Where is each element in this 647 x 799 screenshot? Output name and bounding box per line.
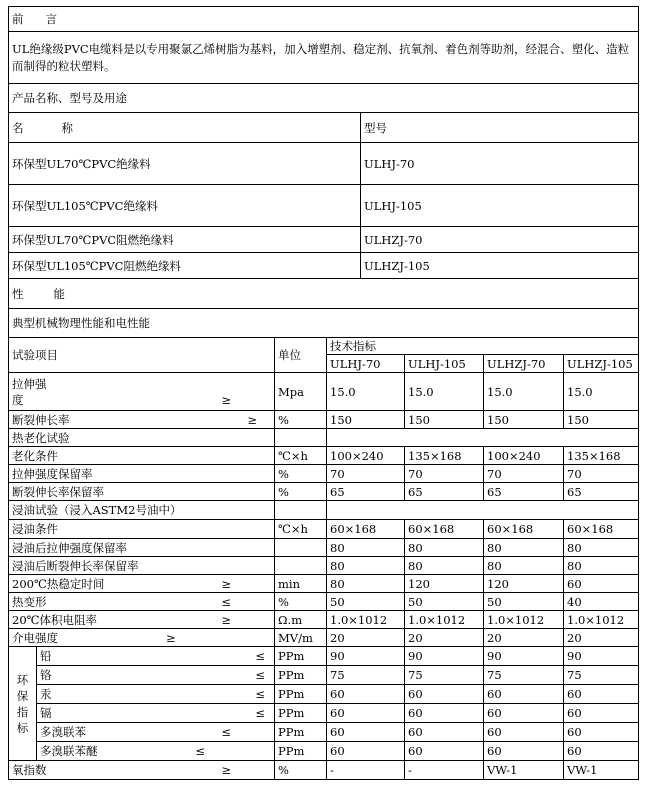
row-name-text: 多溴联苯 [40,725,86,739]
performance-table [8,337,639,780]
row-sym: ≤ [255,706,265,720]
env-label-char: 环 [16,672,29,687]
unit-cell: PPm [275,742,327,761]
value-cell: 60 [327,704,405,723]
tensile-row [9,373,639,411]
value-cell: 150 [484,411,564,429]
value-cell: 60 [327,742,405,761]
value-cell: 60 [405,685,484,704]
row-name [37,742,275,761]
value-cell: 15.0 [327,373,405,411]
value-cell: 90 [564,647,639,666]
value-cell: 80 [564,539,639,557]
oil-row [9,557,639,575]
row-name [37,685,275,704]
value-cell: 65 [405,483,484,501]
row-sym: ≤ [255,687,265,701]
preface-heading-row [9,7,639,32]
products-col-name-b: 称 [61,120,73,135]
header-item: 试验项目 [9,338,275,373]
value-cell: 60 [405,742,484,761]
unit-cell: PPm [275,685,327,704]
oil-row [9,539,639,557]
heat-aging-title-row [9,429,639,447]
elongation-name-text: 断裂伸长率 [12,412,70,427]
document-sheet [8,6,638,780]
row-name-text: 铅 [40,649,52,663]
product-name: 环保型UL105℃PVC绝缘料 [9,185,361,227]
value-cell: 80 [484,557,564,575]
value-cell: 90 [484,647,564,666]
value-cell: 15.0 [564,373,639,411]
env-row [9,742,639,761]
value-cell: VW-1 [484,761,564,780]
env-row [9,723,639,742]
tensile-name-a: 拉伸强 [12,376,47,391]
value-cell: 80 [327,557,405,575]
row-sym: ≤ [255,668,265,682]
value-cell: 20 [327,629,405,647]
value-cell: 80 [484,539,564,557]
value-cell: 40 [564,593,639,611]
value-cell: 65 [327,483,405,501]
value-cell: 70 [484,465,564,483]
unit-cell: Mpa [275,373,327,411]
value-cell: 60 [484,723,564,742]
value-cell: 60×168 [327,520,405,539]
preface-heading [9,7,639,32]
unit-cell: % [275,483,327,501]
value-cell: - [405,761,484,780]
header-unit: 单位 [275,338,327,373]
value-cell: VW-1 [564,761,639,780]
value-cell: 75 [484,666,564,685]
row-sym: ≤ [221,594,231,609]
value-cell: 75 [327,666,405,685]
value-cell: 60×168 [564,520,639,539]
heat-aging-row [9,447,639,465]
row-sym: ≥ [221,763,231,777]
row-sym: ≥ [166,630,176,645]
oil-row [9,520,639,539]
misc-row [9,611,639,629]
oil-title-row [9,501,639,520]
product-row [9,227,639,253]
value-cell: 1.0×1012 [327,611,405,629]
value-cell: 60 [484,704,564,723]
value-cell: 80 [327,539,405,557]
preface-text: UL绝缘级PVC电缆料是以专用聚氯乙烯树脂为基料，加入增塑剂、稳定剂、抗氧剂、着色剂等助剂，经混合、塑化、造粒而制得的粒状塑料。 [9,32,639,84]
value-cell: 1.0×1012 [484,611,564,629]
value-cell: 60 [564,704,639,723]
header-model: ULHJ-70 [327,355,405,373]
oxygen-row [9,761,639,780]
header-model: ULHJ-105 [405,355,484,373]
row-name: 断裂伸长率保留率 [9,483,275,501]
env-row [9,666,639,685]
value-cell: 80 [327,575,405,593]
row-name [9,611,275,629]
unit-cell: % [275,411,327,429]
perf-header-row-1 [9,338,639,355]
tensile-name [9,373,275,411]
value-cell: 90 [405,647,484,666]
value-cell: 150 [405,411,484,429]
row-name [37,704,275,723]
performance-subtitle: 典型机械物理性能和电性能 [9,309,639,338]
row-name-text: 汞 [40,687,52,701]
products-col-name [9,113,361,143]
value-cell: 80 [405,557,484,575]
value-cell: 20 [564,629,639,647]
product-row [9,253,639,279]
products-col-name-a: 名 [12,120,24,135]
empty-cell [327,429,639,447]
performance-subtitle-row [9,309,639,338]
performance-heading-row [9,279,639,309]
value-cell: 75 [405,666,484,685]
value-cell: 100×240 [484,447,564,465]
row-name-text: 热变形 [12,594,47,609]
tensile-sym: ≥ [221,392,231,407]
env-row [9,647,639,666]
misc-row [9,575,639,593]
value-cell: 80 [405,539,484,557]
row-sym: ≥ [221,612,231,627]
value-cell: 70 [327,465,405,483]
value-cell: 60 [564,685,639,704]
unit-cell: min [275,575,327,593]
row-name-text: 铬 [40,668,52,682]
header-model: ULHZJ-70 [484,355,564,373]
empty-cell [275,501,327,520]
value-cell: 90 [327,647,405,666]
value-cell: 120 [484,575,564,593]
elongation-name [9,411,275,429]
row-name [37,723,275,742]
unit-cell: PPm [275,666,327,685]
value-cell: 65 [484,483,564,501]
value-cell: 60×168 [484,520,564,539]
unit-cell: ℃×h [275,447,327,465]
unit-cell: % [275,761,327,780]
value-cell: 120 [405,575,484,593]
row-sym: ≤ [221,725,231,739]
product-name: 环保型UL105℃PVC阻燃绝缘料 [9,253,361,279]
row-sym: ≥ [221,576,231,591]
value-cell: 1.0×1012 [405,611,484,629]
products-header-row [9,113,639,143]
value-cell: 60 [484,742,564,761]
product-row [9,143,639,185]
unit-cell [275,557,327,575]
value-cell: 70 [405,465,484,483]
value-cell: 15.0 [484,373,564,411]
value-cell: 50 [484,593,564,611]
value-cell: 50 [405,593,484,611]
value-cell: 1.0×1012 [564,611,639,629]
oil-title: 浸油试验（浸入ASTM2号油中） [9,501,275,520]
value-cell: 60 [564,575,639,593]
value-cell: 20 [405,629,484,647]
products-section-row [9,84,639,113]
products-col-model: 型号 [361,113,639,143]
value-cell: 135×168 [405,447,484,465]
value-cell: 60 [405,723,484,742]
row-name [9,629,275,647]
unit-cell: PPm [275,704,327,723]
unit-cell: Ω.m [275,611,327,629]
product-row [9,185,639,227]
performance-heading-char-b: 能 [53,286,65,301]
header-spec: 技术指标 [327,338,639,355]
misc-row [9,593,639,611]
value-cell: 150 [564,411,639,429]
heat-aging-row [9,465,639,483]
row-name [9,593,275,611]
row-name [37,666,275,685]
unit-cell: % [275,593,327,611]
elongation-sym: ≥ [247,412,257,427]
value-cell: 50 [327,593,405,611]
env-label-char: 指 [16,704,29,719]
value-cell: - [327,761,405,780]
unit-cell: PPm [275,723,327,742]
row-sym: ≤ [255,649,265,663]
value-cell: 60 [564,742,639,761]
row-name [9,575,275,593]
row-name [37,647,275,666]
value-cell: 80 [564,557,639,575]
value-cell: 60 [405,704,484,723]
value-cell: 60 [564,723,639,742]
value-cell: 60 [484,685,564,704]
value-cell: 60 [327,685,405,704]
value-cell: 15.0 [405,373,484,411]
unit-cell: PPm [275,647,327,666]
product-model: ULHZJ-105 [361,253,639,279]
elongation-row [9,411,639,429]
value-cell: 75 [564,666,639,685]
preface-heading-char-a: 前 [12,12,24,26]
row-sym: ≤ [195,744,205,758]
preface-products-table [8,6,639,338]
heat-aging-title: 热老化试验 [9,429,275,447]
product-name: 环保型UL70℃PVC阻燃绝缘料 [9,227,361,253]
value-cell: 60×168 [405,520,484,539]
performance-heading-char-a: 性 [12,286,24,301]
heat-aging-row [9,483,639,501]
env-label-char: 保 [16,688,29,703]
env-row [9,685,639,704]
empty-cell [275,429,327,447]
tensile-name-b: 度 [12,392,24,407]
unit-cell: % [275,465,327,483]
preface-heading-char-b: 言 [45,12,57,26]
value-cell: 60 [327,723,405,742]
unit-cell [275,539,327,557]
value-cell: 150 [327,411,405,429]
row-name-text: 镉 [40,706,52,720]
unit-cell: ℃×h [275,520,327,539]
env-label [9,647,37,761]
misc-row [9,629,639,647]
value-cell: 100×240 [327,447,405,465]
value-cell: 70 [564,465,639,483]
products-section-title: 产品名称、型号及用途 [9,84,639,113]
row-name-text: 多溴联苯醚 [40,744,98,758]
row-name: 浸油后断裂伸长率保留率 [9,557,275,575]
row-name-text: 200℃热稳定时间 [12,576,105,591]
row-name-text: 20℃体积电阻率 [12,612,97,627]
preface-text-row [9,32,639,84]
performance-heading [9,279,639,309]
value-cell: 20 [484,629,564,647]
header-model: ULHZJ-105 [564,355,639,373]
env-row [9,704,639,723]
product-model: ULHJ-105 [361,185,639,227]
row-name-text: 介电强度 [12,630,58,645]
value-cell: 65 [564,483,639,501]
row-name: 浸油条件 [9,520,275,539]
row-name: 老化条件 [9,447,275,465]
product-model: ULHJ-70 [361,143,639,185]
product-name: 环保型UL70℃PVC绝缘料 [9,143,361,185]
empty-cell [327,501,639,520]
value-cell: 135×168 [564,447,639,465]
row-name-text: 氧指数 [12,763,47,777]
unit-cell: MV/m [275,629,327,647]
row-name [9,761,275,780]
product-model: ULHZJ-70 [361,227,639,253]
row-name: 拉伸强度保留率 [9,465,275,483]
row-name: 浸油后拉伸强度保留率 [9,539,275,557]
env-label-char: 标 [16,720,29,735]
